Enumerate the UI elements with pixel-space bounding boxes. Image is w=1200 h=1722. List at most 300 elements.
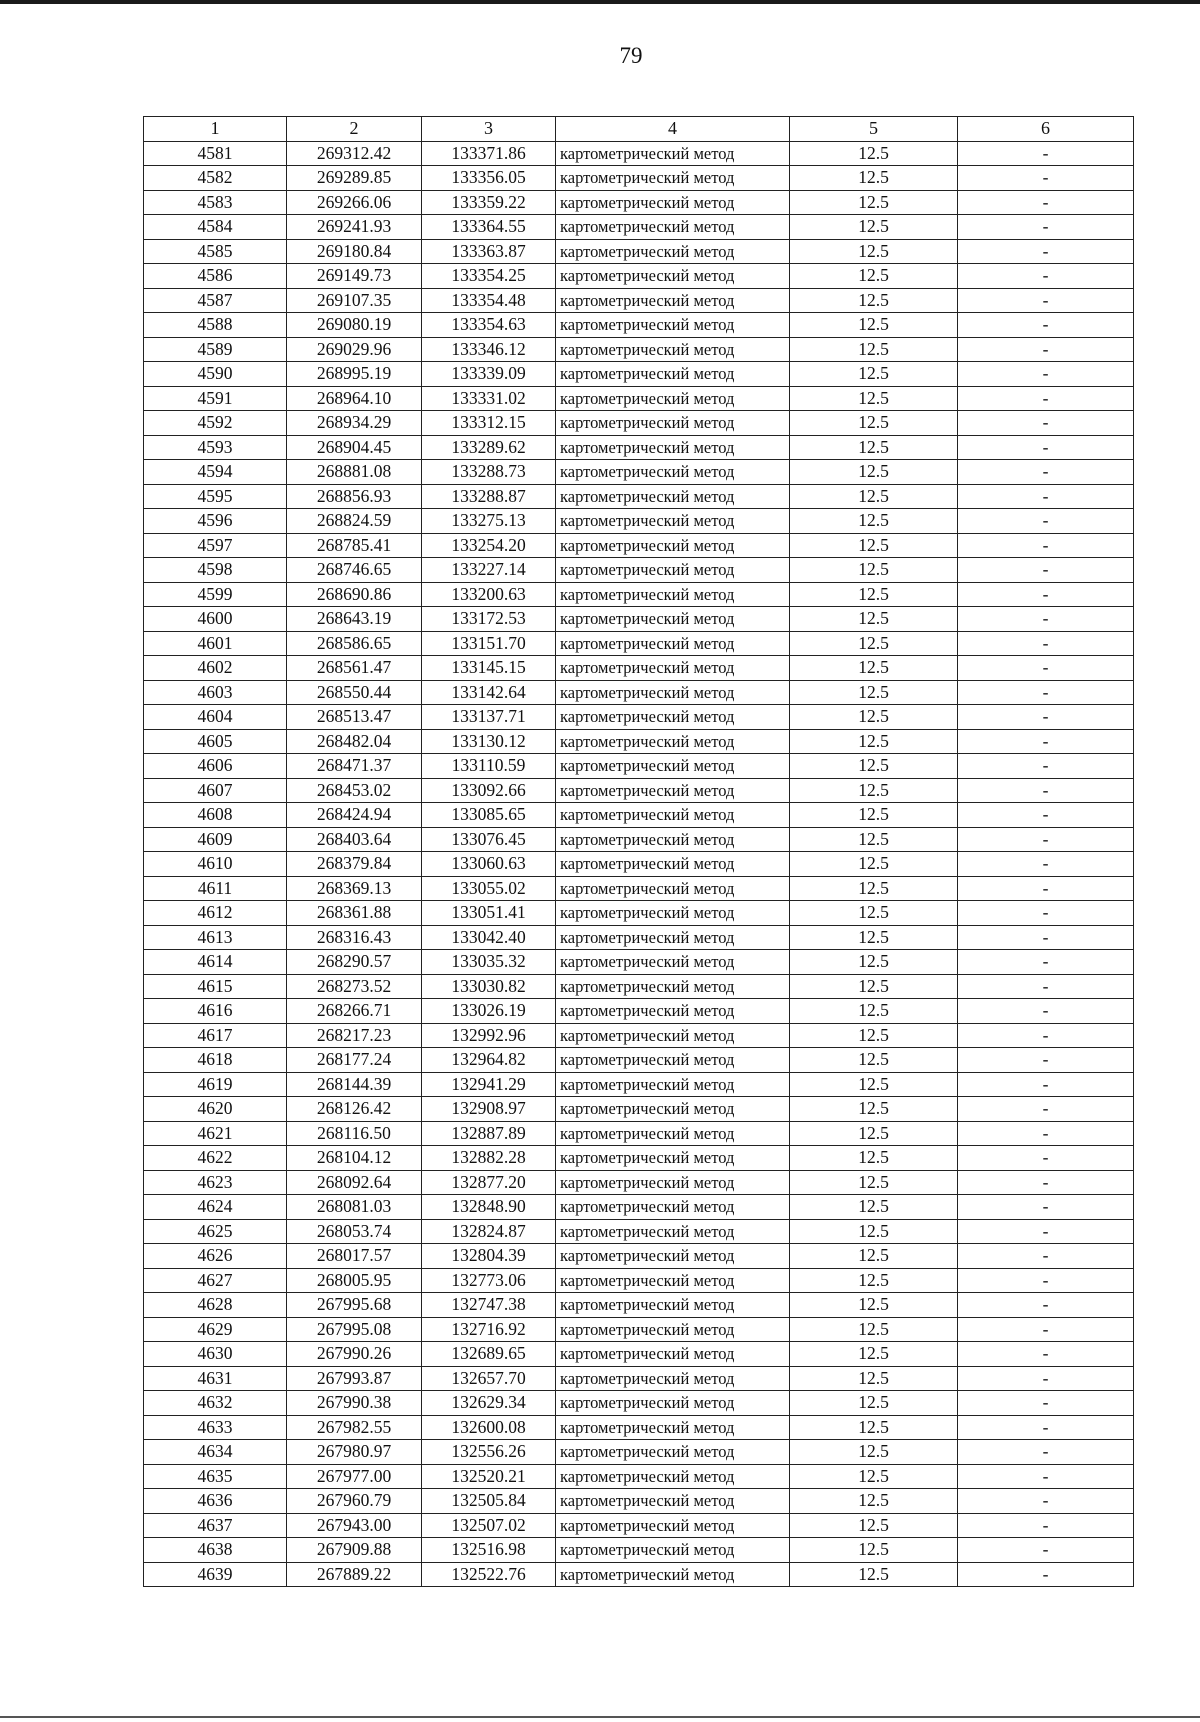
y-coordinate-cell: 133085.65 [422,803,556,828]
note-cell: - [958,1195,1134,1220]
note-cell: - [958,656,1134,681]
table-row [144,1513,1134,1538]
note-cell: - [958,166,1134,191]
table-row [144,729,1134,754]
y-coordinate-cell: 133275.13 [422,509,556,534]
x-coordinate-cell: 268126.42 [287,1097,422,1122]
accuracy-cell: 12.5 [790,1268,958,1293]
x-coordinate-cell: 267943.00 [287,1513,422,1538]
x-coordinate-cell: 268316.43 [287,925,422,950]
y-coordinate-cell: 133051.41 [422,901,556,926]
note-cell: - [958,264,1134,289]
x-coordinate-cell: 268550.44 [287,680,422,705]
accuracy-cell: 12.5 [790,1464,958,1489]
method-cell: картометрический метод [556,1562,790,1587]
x-coordinate-cell: 268104.12 [287,1146,422,1171]
method-cell: картометрический метод [556,729,790,754]
point-number-cell: 4621 [144,1121,287,1146]
note-cell: - [958,1366,1134,1391]
note-cell: - [958,1538,1134,1563]
method-cell: картометрический метод [556,1464,790,1489]
accuracy-cell: 12.5 [790,190,958,215]
method-cell: картометрический метод [556,1513,790,1538]
accuracy-cell: 12.5 [790,141,958,166]
method-cell: картометрический метод [556,435,790,460]
accuracy-cell: 12.5 [790,876,958,901]
note-cell: - [958,1244,1134,1269]
method-cell: картометрический метод [556,754,790,779]
method-cell: картометрический метод [556,1072,790,1097]
method-cell: картометрический метод [556,215,790,240]
x-coordinate-cell: 269107.35 [287,288,422,313]
accuracy-cell: 12.5 [790,778,958,803]
note-cell: - [958,1562,1134,1587]
table-row [144,141,1134,166]
accuracy-cell: 12.5 [790,337,958,362]
accuracy-cell: 12.5 [790,1244,958,1269]
y-coordinate-cell: 133354.25 [422,264,556,289]
column-header-4: 4 [556,117,790,142]
method-cell: картометрический метод [556,778,790,803]
x-coordinate-cell: 268144.39 [287,1072,422,1097]
accuracy-cell: 12.5 [790,509,958,534]
method-cell: картометрический метод [556,1023,790,1048]
note-cell: - [958,1170,1134,1195]
note-cell: - [958,1513,1134,1538]
note-cell: - [958,1293,1134,1318]
point-number-cell: 4632 [144,1391,287,1416]
y-coordinate-cell: 132908.97 [422,1097,556,1122]
x-coordinate-cell: 267995.08 [287,1317,422,1342]
note-cell: - [958,1415,1134,1440]
note-cell: - [958,1146,1134,1171]
y-coordinate-cell: 133035.32 [422,950,556,975]
point-number-cell: 4619 [144,1072,287,1097]
method-cell: картометрический метод [556,656,790,681]
table-row [144,1219,1134,1244]
accuracy-cell: 12.5 [790,901,958,926]
note-cell: - [958,876,1134,901]
accuracy-cell: 12.5 [790,1293,958,1318]
accuracy-cell: 12.5 [790,827,958,852]
table-row [144,362,1134,387]
point-number-cell: 4624 [144,1195,287,1220]
method-cell: картометрический метод [556,582,790,607]
y-coordinate-cell: 132520.21 [422,1464,556,1489]
y-coordinate-cell: 133137.71 [422,705,556,730]
x-coordinate-cell: 268824.59 [287,509,422,534]
point-number-cell: 4630 [144,1342,287,1367]
accuracy-cell: 12.5 [790,1317,958,1342]
y-coordinate-cell: 133055.02 [422,876,556,901]
note-cell: - [958,484,1134,509]
table-row [144,1415,1134,1440]
y-coordinate-cell: 133289.62 [422,435,556,460]
y-coordinate-cell: 132516.98 [422,1538,556,1563]
accuracy-cell: 12.5 [790,362,958,387]
accuracy-cell: 12.5 [790,1415,958,1440]
point-number-cell: 4584 [144,215,287,240]
table-row [144,1342,1134,1367]
note-cell: - [958,1342,1134,1367]
method-cell: картометрический метод [556,631,790,656]
point-number-cell: 4601 [144,631,287,656]
y-coordinate-cell: 133288.73 [422,460,556,485]
x-coordinate-cell: 268690.86 [287,582,422,607]
note-cell: - [958,141,1134,166]
y-coordinate-cell: 133363.87 [422,239,556,264]
page-number: 79 [619,43,643,68]
table-row [144,484,1134,509]
point-number-cell: 4639 [144,1562,287,1587]
table-row [144,1391,1134,1416]
table-row [144,999,1134,1024]
method-cell: картометрический метод [556,1268,790,1293]
y-coordinate-cell: 132824.87 [422,1219,556,1244]
table-row [144,852,1134,877]
accuracy-cell: 12.5 [790,386,958,411]
accuracy-cell: 12.5 [790,974,958,999]
table-row [144,1146,1134,1171]
note-cell: - [958,950,1134,975]
table-row [144,1538,1134,1563]
x-coordinate-cell: 267980.97 [287,1440,422,1465]
method-cell: картометрический метод [556,460,790,485]
note-cell: - [958,533,1134,558]
point-number-cell: 4586 [144,264,287,289]
method-cell: картометрический метод [556,1489,790,1514]
accuracy-cell: 12.5 [790,1342,958,1367]
note-cell: - [958,827,1134,852]
accuracy-cell: 12.5 [790,680,958,705]
table-row [144,190,1134,215]
note-cell: - [958,705,1134,730]
method-cell: картометрический метод [556,705,790,730]
table-row [144,1562,1134,1587]
accuracy-cell: 12.5 [790,852,958,877]
y-coordinate-cell: 133142.64 [422,680,556,705]
x-coordinate-cell: 268586.65 [287,631,422,656]
accuracy-cell: 12.5 [790,1097,958,1122]
note-cell: - [958,974,1134,999]
x-coordinate-cell: 268881.08 [287,460,422,485]
note-cell: - [958,215,1134,240]
y-coordinate-cell: 133288.87 [422,484,556,509]
accuracy-cell: 12.5 [790,803,958,828]
x-coordinate-cell: 268266.71 [287,999,422,1024]
note-cell: - [958,1219,1134,1244]
table-row [144,1489,1134,1514]
point-number-cell: 4625 [144,1219,287,1244]
y-coordinate-cell: 132848.90 [422,1195,556,1220]
note-cell: - [958,1097,1134,1122]
x-coordinate-cell: 268904.45 [287,435,422,460]
point-number-cell: 4620 [144,1097,287,1122]
point-number-cell: 4616 [144,999,287,1024]
point-number-cell: 4629 [144,1317,287,1342]
table-row [144,680,1134,705]
x-coordinate-cell: 267960.79 [287,1489,422,1514]
accuracy-cell: 12.5 [790,1170,958,1195]
x-coordinate-cell: 268964.10 [287,386,422,411]
y-coordinate-cell: 133354.63 [422,313,556,338]
method-cell: картометрический метод [556,533,790,558]
coordinates-table [143,116,1134,1587]
note-cell: - [958,1464,1134,1489]
y-coordinate-cell: 132556.26 [422,1440,556,1465]
accuracy-cell: 12.5 [790,435,958,460]
y-coordinate-cell: 132600.08 [422,1415,556,1440]
y-coordinate-cell: 132964.82 [422,1048,556,1073]
method-cell: картометрический метод [556,1415,790,1440]
point-number-cell: 4603 [144,680,287,705]
y-coordinate-cell: 133145.15 [422,656,556,681]
point-number-cell: 4600 [144,607,287,632]
top-border [0,0,1200,4]
note-cell: - [958,607,1134,632]
accuracy-cell: 12.5 [790,1489,958,1514]
accuracy-cell: 12.5 [790,1366,958,1391]
table-row [144,607,1134,632]
point-number-cell: 4610 [144,852,287,877]
point-number-cell: 4628 [144,1293,287,1318]
point-number-cell: 4631 [144,1366,287,1391]
x-coordinate-cell: 268379.84 [287,852,422,877]
point-number-cell: 4602 [144,656,287,681]
table-row [144,754,1134,779]
note-cell: - [958,729,1134,754]
accuracy-cell: 12.5 [790,1562,958,1587]
note-cell: - [958,386,1134,411]
y-coordinate-cell: 133026.19 [422,999,556,1024]
note-cell: - [958,582,1134,607]
column-header-2: 2 [287,117,422,142]
point-number-cell: 4636 [144,1489,287,1514]
x-coordinate-cell: 268217.23 [287,1023,422,1048]
method-cell: картометрический метод [556,264,790,289]
point-number-cell: 4637 [144,1513,287,1538]
table-row [144,950,1134,975]
y-coordinate-cell: 133356.05 [422,166,556,191]
x-coordinate-cell: 268017.57 [287,1244,422,1269]
y-coordinate-cell: 132941.29 [422,1072,556,1097]
method-cell: картометрический метод [556,974,790,999]
header-row [144,117,1134,142]
note-cell: - [958,509,1134,534]
table-row [144,411,1134,436]
method-cell: картометрический метод [556,484,790,509]
x-coordinate-cell: 268785.41 [287,533,422,558]
method-cell: картометрический метод [556,337,790,362]
method-cell: картометрический метод [556,386,790,411]
accuracy-cell: 12.5 [790,1195,958,1220]
table-row [144,509,1134,534]
table-row [144,239,1134,264]
note-cell: - [958,435,1134,460]
x-coordinate-cell: 268561.47 [287,656,422,681]
point-number-cell: 4615 [144,974,287,999]
method-cell: картометрический метод [556,1440,790,1465]
accuracy-cell: 12.5 [790,1023,958,1048]
method-cell: картометрический метод [556,1146,790,1171]
y-coordinate-cell: 133254.20 [422,533,556,558]
note-cell: - [958,1048,1134,1073]
note-cell: - [958,411,1134,436]
table-row [144,1170,1134,1195]
y-coordinate-cell: 132629.34 [422,1391,556,1416]
table-row [144,1072,1134,1097]
note-cell: - [958,239,1134,264]
point-number-cell: 4596 [144,509,287,534]
point-number-cell: 4634 [144,1440,287,1465]
accuracy-cell: 12.5 [790,1513,958,1538]
column-header-3: 3 [422,117,556,142]
y-coordinate-cell: 133042.40 [422,925,556,950]
note-cell: - [958,1489,1134,1514]
point-number-cell: 4635 [144,1464,287,1489]
x-coordinate-cell: 269149.73 [287,264,422,289]
x-coordinate-cell: 268934.29 [287,411,422,436]
table-row [144,1121,1134,1146]
table-row [144,827,1134,852]
x-coordinate-cell: 267990.38 [287,1391,422,1416]
x-coordinate-cell: 268092.64 [287,1170,422,1195]
point-number-cell: 4626 [144,1244,287,1269]
accuracy-cell: 12.5 [790,1219,958,1244]
table-header [144,117,1134,142]
y-coordinate-cell: 133359.22 [422,190,556,215]
note-cell: - [958,1023,1134,1048]
method-cell: картометрический метод [556,680,790,705]
table-row [144,1244,1134,1269]
point-number-cell: 4595 [144,484,287,509]
y-coordinate-cell: 132716.92 [422,1317,556,1342]
y-coordinate-cell: 133339.09 [422,362,556,387]
note-cell: - [958,362,1134,387]
y-coordinate-cell: 133331.02 [422,386,556,411]
x-coordinate-cell: 269180.84 [287,239,422,264]
x-coordinate-cell: 268643.19 [287,607,422,632]
accuracy-cell: 12.5 [790,533,958,558]
y-coordinate-cell: 132522.76 [422,1562,556,1587]
x-coordinate-cell: 267990.26 [287,1342,422,1367]
accuracy-cell: 12.5 [790,1121,958,1146]
table-row [144,631,1134,656]
table-row [144,1317,1134,1342]
method-cell: картометрический метод [556,239,790,264]
table-row [144,264,1134,289]
accuracy-cell: 12.5 [790,950,958,975]
table-row [144,288,1134,313]
x-coordinate-cell: 268290.57 [287,950,422,975]
accuracy-cell: 12.5 [790,631,958,656]
point-number-cell: 4618 [144,1048,287,1073]
method-cell: картометрический метод [556,1293,790,1318]
method-cell: картометрический метод [556,1048,790,1073]
accuracy-cell: 12.5 [790,460,958,485]
note-cell: - [958,852,1134,877]
y-coordinate-cell: 133151.70 [422,631,556,656]
y-coordinate-cell: 133110.59 [422,754,556,779]
x-coordinate-cell: 269029.96 [287,337,422,362]
point-number-cell: 4607 [144,778,287,803]
table-row [144,215,1134,240]
accuracy-cell: 12.5 [790,754,958,779]
method-cell: картометрический метод [556,1219,790,1244]
method-cell: картометрический метод [556,876,790,901]
accuracy-cell: 12.5 [790,705,958,730]
method-cell: картометрический метод [556,1097,790,1122]
method-cell: картометрический метод [556,852,790,877]
y-coordinate-cell: 132877.20 [422,1170,556,1195]
table-row [144,1048,1134,1073]
point-number-cell: 4622 [144,1146,287,1171]
y-coordinate-cell: 132505.84 [422,1489,556,1514]
method-cell: картометрический метод [556,803,790,828]
note-cell: - [958,778,1134,803]
y-coordinate-cell: 133200.63 [422,582,556,607]
x-coordinate-cell: 268746.65 [287,558,422,583]
note-cell: - [958,460,1134,485]
x-coordinate-cell: 267993.87 [287,1366,422,1391]
x-coordinate-cell: 268361.88 [287,901,422,926]
point-number-cell: 4604 [144,705,287,730]
point-number-cell: 4627 [144,1268,287,1293]
x-coordinate-cell: 268369.13 [287,876,422,901]
method-cell: картометрический метод [556,288,790,313]
point-number-cell: 4588 [144,313,287,338]
method-cell: картометрический метод [556,558,790,583]
accuracy-cell: 12.5 [790,558,958,583]
x-coordinate-cell: 268513.47 [287,705,422,730]
point-number-cell: 4612 [144,901,287,926]
point-number-cell: 4606 [144,754,287,779]
point-number-cell: 4617 [144,1023,287,1048]
accuracy-cell: 12.5 [790,1072,958,1097]
y-coordinate-cell: 132882.28 [422,1146,556,1171]
x-coordinate-cell: 269289.85 [287,166,422,191]
method-cell: картометрический метод [556,1538,790,1563]
table-row [144,1023,1134,1048]
y-coordinate-cell: 133371.86 [422,141,556,166]
note-cell: - [958,803,1134,828]
y-coordinate-cell: 132689.65 [422,1342,556,1367]
y-coordinate-cell: 132747.38 [422,1293,556,1318]
point-number-cell: 4597 [144,533,287,558]
method-cell: картометрический метод [556,607,790,632]
method-cell: картометрический метод [556,1317,790,1342]
note-cell: - [958,901,1134,926]
y-coordinate-cell: 133364.55 [422,215,556,240]
y-coordinate-cell: 133227.14 [422,558,556,583]
y-coordinate-cell: 133130.12 [422,729,556,754]
accuracy-cell: 12.5 [790,484,958,509]
note-cell: - [958,1268,1134,1293]
method-cell: картометрический метод [556,1195,790,1220]
table-body [144,141,1134,1587]
table-row [144,803,1134,828]
note-cell: - [958,190,1134,215]
note-cell: - [958,1072,1134,1097]
accuracy-cell: 12.5 [790,313,958,338]
x-coordinate-cell: 267995.68 [287,1293,422,1318]
method-cell: картометрический метод [556,362,790,387]
table-row [144,705,1134,730]
accuracy-cell: 12.5 [790,1391,958,1416]
method-cell: картометрический метод [556,950,790,975]
table-row [144,166,1134,191]
note-cell: - [958,313,1134,338]
